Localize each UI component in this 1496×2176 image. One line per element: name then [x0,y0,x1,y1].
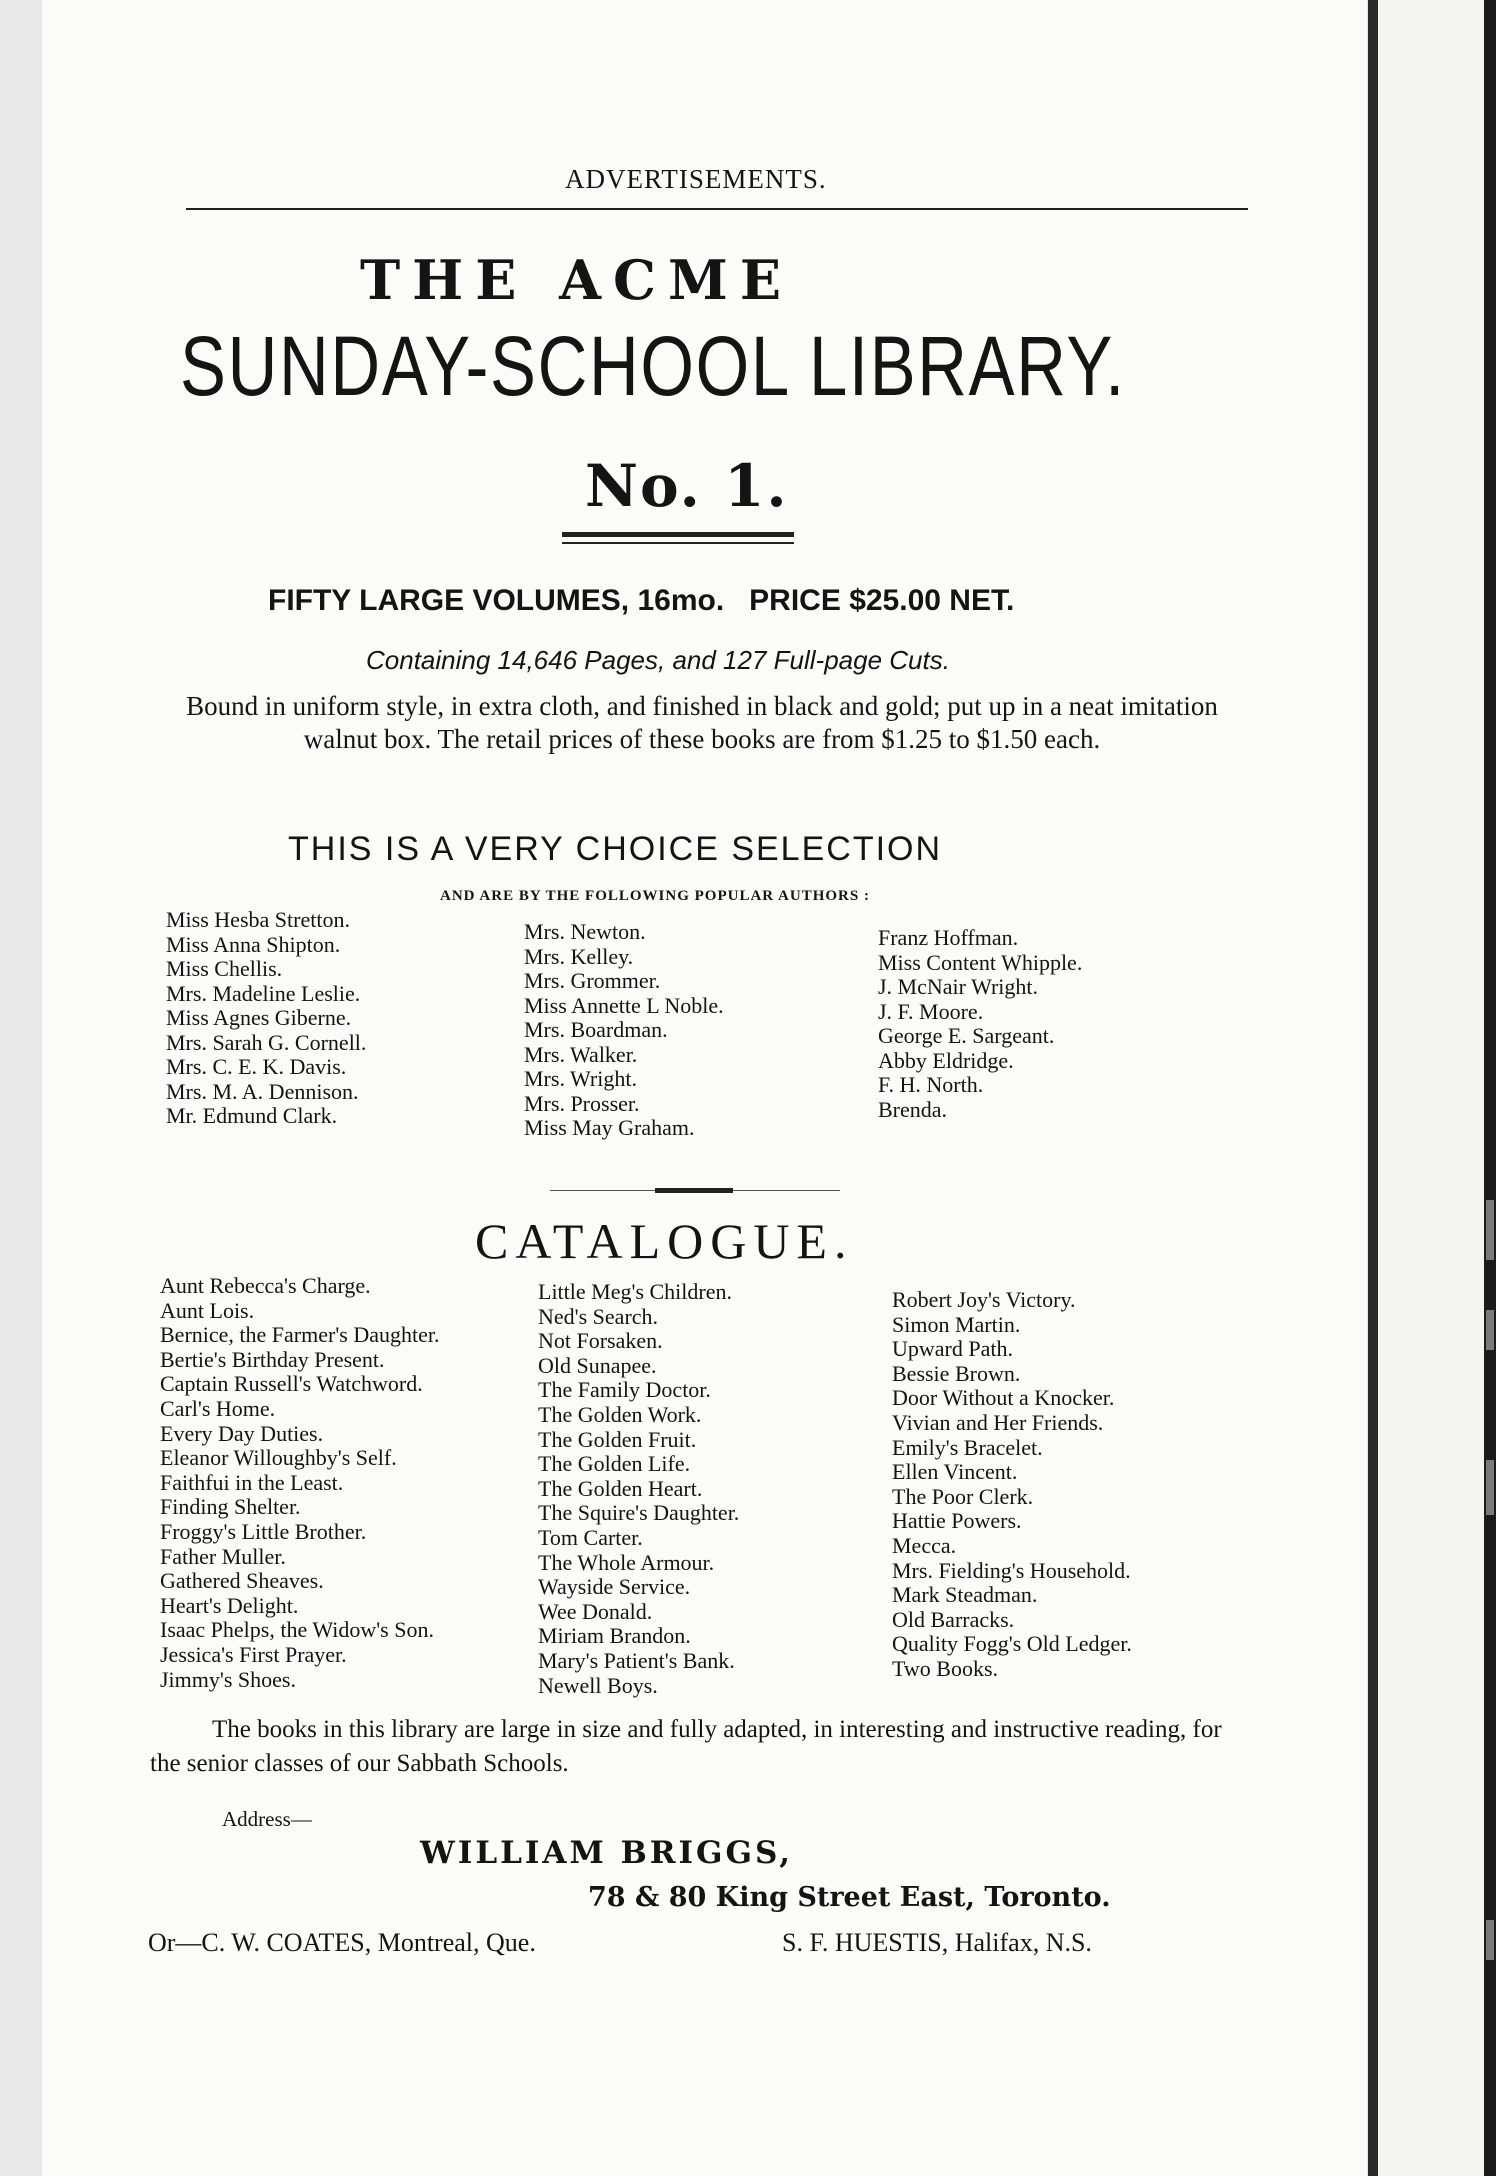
book-title: Captain Russell's Watchword. [160,1371,423,1397]
binding-description: Bound in uniform style, in extra cloth, and finished in black and gold; put up in a neat imitation walnut box. The retail prices of these books are from $1.25 to $1.50 each. [186,691,1218,754]
author-name: Miss Agnes Giberne. [166,1005,352,1030]
book-title: Every Day Duties. [160,1420,324,1446]
book-title: Door Without a Knocker. [892,1385,1115,1411]
closing-paragraph: The books in this library are large in size and fully adapted, in interesting and instructive reading, for the senior classes of our Sabbath Schools. [150,1716,1222,1777]
book-title: Bessie Brown. [892,1360,1021,1386]
book-title: The Family Doctor. [538,1377,711,1403]
book-title: Hattie Powers. [892,1508,1022,1534]
author-name: Miss Chellis. [166,956,283,981]
book-title: Newell Boys. [538,1672,658,1698]
author-name: J. F. Moore. [878,998,984,1024]
book-title: Eleanor Willoughby's Self. [160,1445,397,1471]
author-name: Mrs. Walker. [524,1041,638,1067]
book-title: Vivian and Her Friends. [892,1409,1104,1435]
author-column-1 [166,908,366,1129]
book-title: Miriam Brandon. [538,1623,691,1649]
book-title: Father Muller. [160,1543,286,1569]
book-title: Bertie's Birthday Present. [160,1346,385,1372]
book-title: The Poor Clerk. [892,1483,1034,1509]
book-title: Carl's Home. [160,1395,276,1421]
book-title: Emily's Bracelet. [892,1434,1043,1460]
author-name: Mrs. Grommer. [524,968,661,993]
author-name: Mrs. Prosser. [524,1090,640,1116]
book-title: Old Sunapee. [538,1352,657,1378]
author-name: J. McNair Wright. [878,974,1039,999]
book-title: Mrs. Fielding's Household. [892,1557,1131,1583]
author-name: Mrs. Boardman. [524,1017,668,1042]
address-label: Address— [222,1807,312,1831]
title-number: No. 1. [585,452,789,520]
author-name: Brenda. [878,1096,948,1122]
contents-line: Containing 14,646 Pages, and 127 Full-page Cuts. [366,645,950,675]
book-title: Faithfui in the Least. [160,1469,344,1495]
book-title: Ellen Vincent. [892,1459,1018,1485]
header-rule [186,208,1248,210]
book-title: The Squire's Daughter. [538,1500,740,1526]
book-title: Not Forsaken. [538,1328,663,1354]
author-name: Mrs. Madeline Leslie. [166,980,361,1006]
author-name: Mrs. Sarah G. Cornell. [166,1029,367,1055]
running-head: ADVERTISEMENTS. [565,164,827,194]
volumes-price-line: FIFTY LARGE VOLUMES, 16mo. PRICE $25.00 NET. [268,584,1015,617]
book-title: Wayside Service. [538,1574,691,1600]
author-name: Miss Hesba Stretton. [166,907,350,932]
book-title: Wee Donald. [538,1598,653,1624]
author-name: Mr. Edmund Clark. [166,1103,338,1128]
book-title: Froggy's Little Brother. [160,1518,367,1544]
author-name: Franz Hoffman. [878,925,1019,950]
title-library: SUNDAY-SCHOOL LIBRARY. [180,319,1126,413]
book-title: Two Books. [892,1655,999,1681]
book-title: The Golden Fruit. [538,1426,697,1452]
catalogue-heading: CATALOGUE. [475,1213,854,1269]
adjacent-page-edge [1378,0,1496,2176]
author-name: Mrs. Newton. [524,919,646,944]
author-name: Abby Eldridge. [878,1047,1014,1073]
selection-heading: THIS IS A VERY CHOICE SELECTION [288,830,943,868]
book-title: Upward Path. [892,1336,1013,1362]
author-name: Miss May Graham. [524,1115,695,1140]
catalogue-column-2 [538,1280,739,1698]
author-name: Miss Annette L Noble. [524,992,724,1018]
author-name: Mrs. Kelley. [524,943,634,969]
authors-heading: AND ARE BY THE FOLLOWING POPULAR AUTHORS : [440,888,870,904]
book-title: Robert Joy's Victory. [892,1287,1076,1312]
book-title: The Whole Armour. [538,1549,715,1575]
title-rule-thin [562,542,794,544]
book-title: The Golden Heart. [538,1475,703,1501]
author-name: Mrs. C. E. K. Davis. [166,1054,347,1079]
section-divider-center [655,1188,733,1193]
publisher-address: 78 & 80 King Street East, Toronto. [588,1882,1111,1913]
book-title: Tom Carter. [538,1524,643,1550]
author-column-3 [878,926,1082,1122]
book-title: Jimmy's Shoes. [160,1666,296,1692]
book-title: Old Barracks. [892,1606,1015,1632]
book-title: Mecca. [892,1532,957,1558]
author-name: Mrs. Wright. [524,1066,637,1091]
publisher-name: WILLIAM BRIGGS, [420,1835,794,1871]
book-title: Isaac Phelps, the Widow's Son. [160,1617,434,1643]
book-title: Jessica's First Prayer. [160,1641,347,1667]
book-title: Heart's Delight. [160,1592,299,1618]
catalogue-column-1 [160,1274,439,1692]
author-name: Miss Content Whipple. [878,949,1083,975]
book-title: Aunt Rebecca's Charge. [160,1273,371,1298]
author-name: Miss Anna Shipton. [166,931,341,957]
book-title: Mark Steadman. [892,1582,1038,1608]
book-title: The Golden Life. [538,1451,691,1477]
agent-montreal: Or—C. W. COATES, Montreal, Que. [148,1928,536,1957]
book-title: Simon Martin. [892,1311,1021,1337]
page-gutter [1368,0,1378,2176]
book-title: Bernice, the Farmer's Daughter. [160,1322,440,1348]
book-title: Quality Fogg's Old Ledger. [892,1631,1132,1657]
author-name: George E. Sargeant. [878,1023,1055,1048]
author-column-2 [524,920,724,1141]
book-title: The Golden Work. [538,1401,702,1427]
agent-halifax: S. F. HUESTIS, Halifax, N.S. [782,1928,1092,1957]
title-rule-thick [562,532,794,537]
catalogue-column-3 [892,1288,1132,1682]
book-title: Little Meg's Children. [538,1279,732,1304]
title-acme: THE ACME [360,248,793,312]
book-title: Ned's Search. [538,1303,659,1329]
book-title: Mary's Patient's Bank. [538,1647,735,1673]
author-name: F. H. North. [878,1072,984,1097]
book-title: Finding Shelter. [160,1494,301,1520]
author-name: Mrs. M. A. Dennison. [166,1078,359,1104]
book-title: Aunt Lois. [160,1297,255,1323]
book-title: Gathered Sheaves. [160,1568,324,1594]
